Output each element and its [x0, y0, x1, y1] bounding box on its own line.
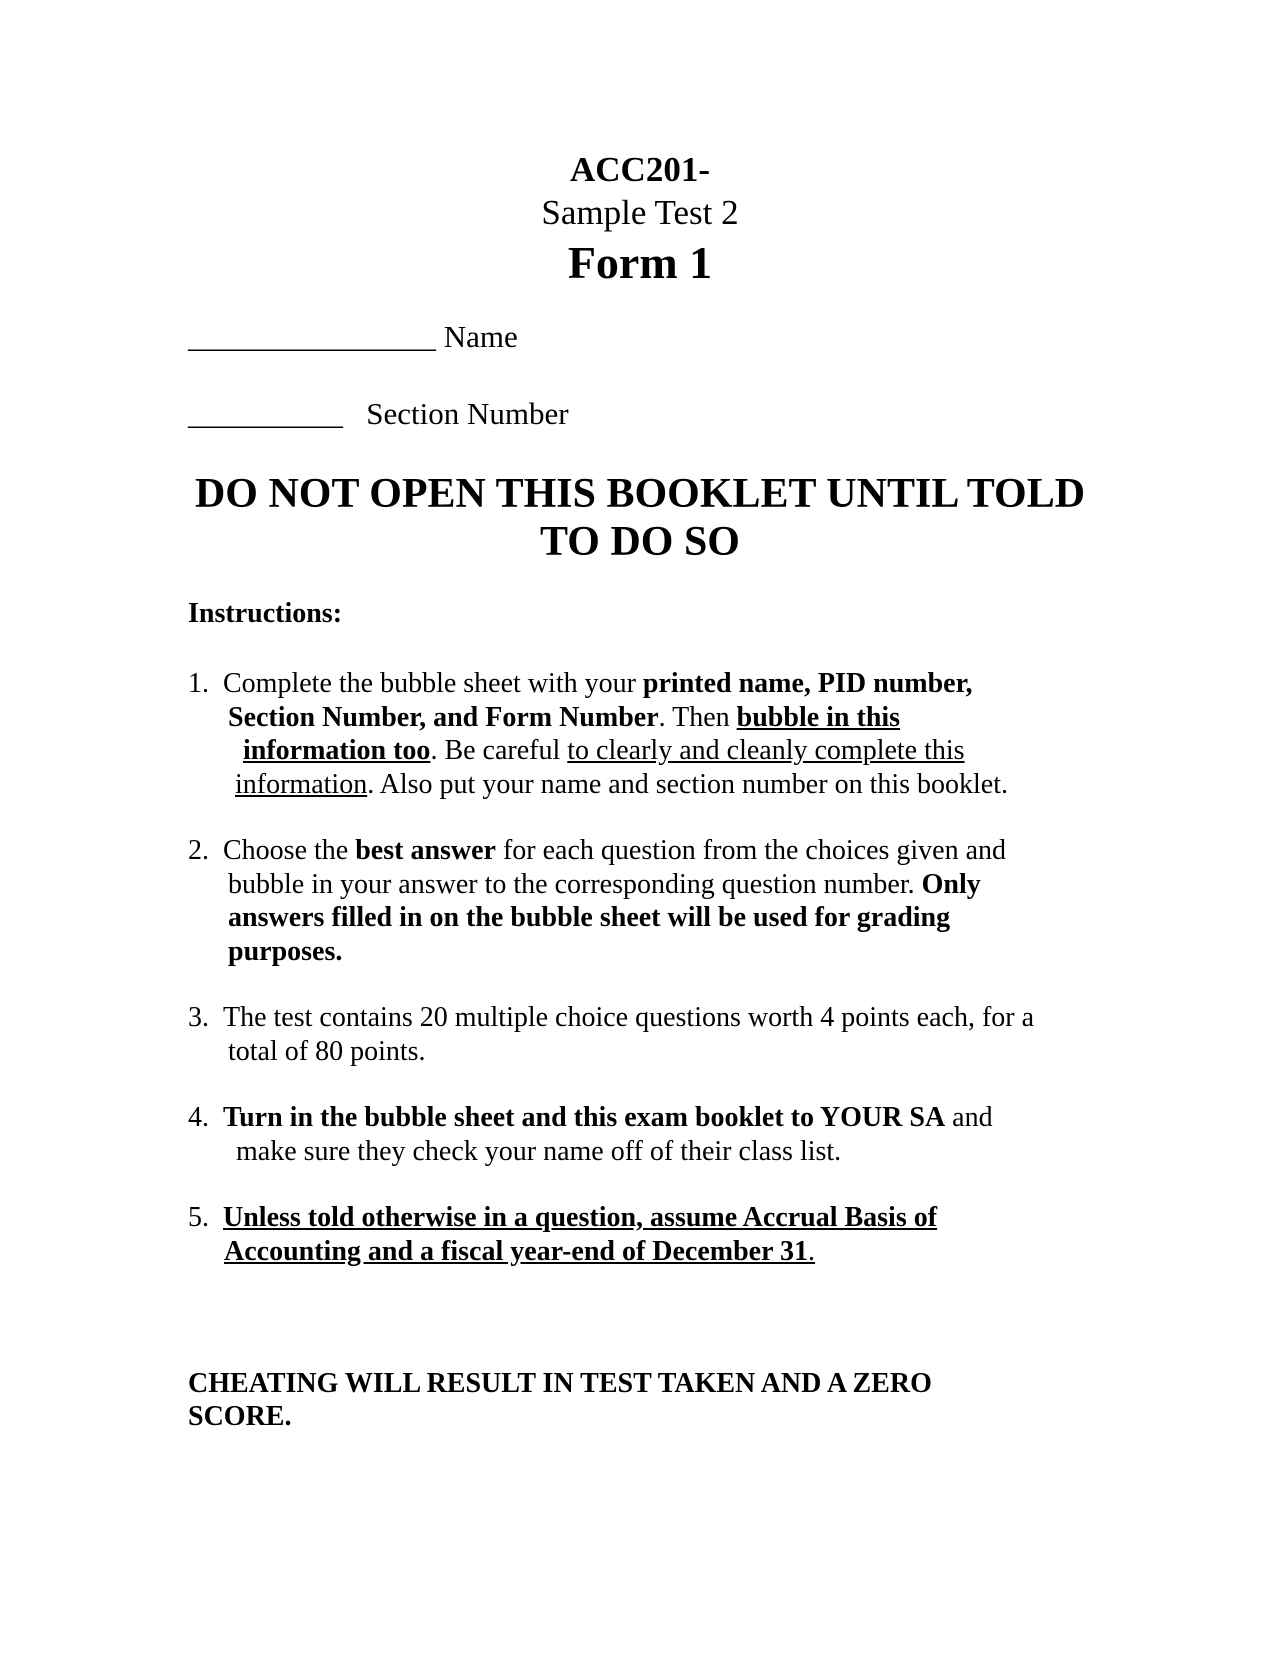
section-label: Section Number: [366, 396, 569, 431]
instruction-bold-underlined-text: information too: [243, 735, 431, 766]
instruction-bold-text: answers filled in on the bubble sheet will be used for grading: [228, 902, 951, 933]
instruction-text: . Also put your name and section number on this booklet.: [367, 768, 1009, 800]
form-number: Form 1: [567, 237, 713, 288]
section-blank: __________: [188, 396, 343, 431]
instruction-item-3: [188, 1001, 1034, 1068]
instruction-item-5: [188, 1201, 937, 1268]
name-blank: ________________: [188, 319, 436, 354]
test-title: Sample Test 2: [541, 193, 739, 232]
instruction-item-1: [188, 667, 1008, 801]
instruction-item-4: [188, 1101, 993, 1168]
name-field: [188, 319, 518, 355]
item-number: 3.: [188, 1002, 209, 1033]
instruction-text: make sure they check your name off of their class list.: [236, 1135, 842, 1167]
instruction-bold-text: Section Number, and Form Number: [228, 701, 659, 733]
warning-heading: [0, 470, 1280, 566]
instructions-heading: Instructions:: [188, 598, 343, 629]
cheating-warning: [188, 1367, 932, 1433]
instruction-text: total of 80 points.: [228, 1035, 426, 1067]
instruction-text: The test contains 20 multiple choice questions worth 4 points each, for a: [223, 1002, 1035, 1033]
course-code: ACC201-: [570, 150, 710, 189]
warning-line-2: TO DO SO: [540, 519, 740, 565]
instruction-bold-text: printed name, PID number,: [642, 668, 973, 699]
instruction-bold-text: Only: [921, 868, 981, 900]
instruction-text: . Be careful: [430, 735, 568, 766]
instruction-text: . Then: [658, 701, 737, 733]
instruction-text: bubble in your answer to the corresponding question number.: [228, 868, 922, 900]
instruction-bold-text: best answer: [355, 835, 496, 866]
cheating-line-1: CHEATING WILL RESULT IN TEST TAKEN AND A ZERO: [188, 1368, 932, 1399]
instruction-bold-text: purposes.: [228, 935, 343, 967]
name-label: Name: [443, 319, 518, 354]
warning-line-1: DO NOT OPEN THIS BOOKLET UNTIL TOLD: [194, 471, 1086, 517]
instruction-text: Choose the: [223, 835, 356, 866]
item-number: 4.: [188, 1102, 209, 1133]
instruction-bold-underlined-text: Unless told otherwise in a question, assume Accrual Basis of: [223, 1202, 938, 1233]
instruction-underlined-text: .: [808, 1235, 816, 1267]
section-field: [188, 396, 569, 432]
instruction-underlined-text: to clearly and cleanly complete this: [567, 735, 965, 766]
instruction-text: and: [945, 1102, 993, 1133]
instruction-item-2: [188, 834, 1006, 968]
instruction-bold-underlined-text: bubble in this: [736, 701, 901, 733]
instruction-underlined-text: information: [235, 768, 368, 800]
item-number: 2.: [188, 835, 209, 866]
instruction-bold-text: Turn in the bubble sheet and this exam booklet to YOUR SA: [223, 1102, 946, 1133]
instruction-text: Complete the bubble sheet with your: [223, 668, 643, 699]
item-number: 5.: [188, 1202, 209, 1233]
cheating-line-2: SCORE.: [188, 1401, 292, 1432]
instruction-bold-underlined-text: Accounting and a fiscal year-end of December 31: [224, 1235, 809, 1267]
instruction-text: for each question from the choices given and: [495, 835, 1007, 866]
item-number: 1.: [188, 668, 209, 699]
